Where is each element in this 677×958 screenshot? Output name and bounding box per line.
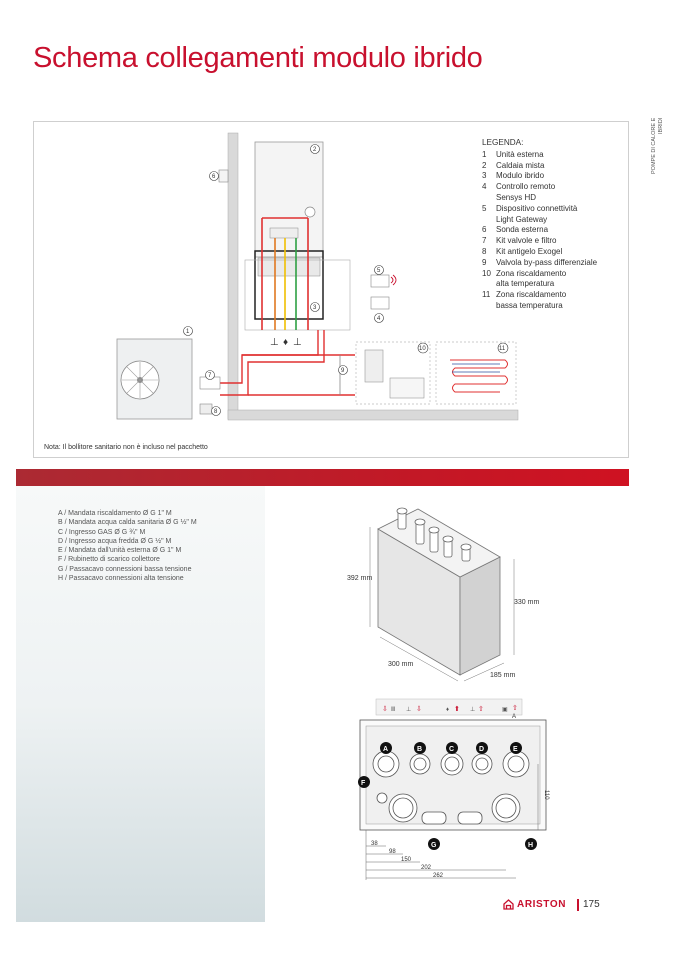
marker-c: C [449, 746, 455, 753]
svg-text:⬆: ⬆ [454, 706, 460, 713]
marker-e: E [513, 746, 518, 753]
svg-text:⇩: ⇩ [382, 706, 388, 713]
connection-item: C / Ingresso GAS Ø G ¾" M [58, 528, 146, 536]
connection-item: A / Mandata riscaldamento Ø G 1" M [58, 510, 172, 517]
dim-front-side: 110 [543, 790, 549, 800]
dim-38: 38 [371, 841, 378, 847]
legend-num [482, 215, 496, 226]
legend-num: 5 [482, 203, 487, 213]
dim-width: 300 mm [388, 661, 414, 668]
dim-depth-side: 330 mm [514, 599, 540, 606]
legend-text: Modulo ibrido [496, 171, 545, 181]
connection-item: H / Passacavo connessioni alta tensione [58, 575, 184, 583]
legend-num [482, 279, 496, 290]
page-number: 175 [583, 899, 600, 910]
legend-text: Kit valvole e filtro [496, 236, 557, 246]
callout-9: 9 [341, 368, 345, 374]
svg-text:⊥: ⊥ [470, 707, 476, 713]
remote-control [371, 297, 389, 309]
side-tab-label: POMPE DI CALORE E IBRIDI [651, 118, 664, 175]
svg-text:⊥: ⊥ [270, 337, 279, 348]
page-title: Schema collegamenti modulo ibrido [33, 42, 483, 74]
connection-item: E / Mandata dall'unità esterna Ø G 1" M [58, 547, 182, 555]
svg-text:▣: ▣ [502, 707, 508, 713]
legend [482, 138, 597, 312]
legend-text: Valvola by-pass differenziale [496, 257, 598, 267]
callout-6: 6 [212, 174, 216, 180]
legend-text: Sonda esterna [496, 225, 549, 235]
callout-8: 8 [214, 409, 218, 415]
marker-h: H [528, 842, 534, 849]
callout-1: 1 [186, 329, 190, 335]
dim-depth: 185 mm [490, 672, 516, 679]
legend-num [482, 301, 496, 312]
svg-text:⇧: ⇧ [478, 706, 484, 713]
legend-num: 8 [482, 246, 487, 256]
callout-7: 7 [208, 373, 212, 379]
dim-202: 202 [421, 865, 432, 871]
wall [228, 133, 238, 419]
connection-item: G / Passacavo connessioni bassa tensione [58, 565, 192, 573]
legend-text: Kit antigelo Exogel [496, 246, 563, 256]
legend-text: Dispositivo connettività [496, 203, 578, 213]
legend-text: Unità esterna [496, 149, 544, 159]
front-view-drawing [348, 696, 558, 886]
legend-text: bassa temperatura [496, 300, 563, 310]
dim-262: 262 [433, 873, 444, 879]
legend-num [482, 193, 496, 204]
svg-text:♦: ♦ [283, 337, 289, 348]
connections-list [58, 509, 197, 583]
legend-num: 6 [482, 225, 487, 235]
legend-num: 4 [482, 182, 487, 192]
legend-text: Zona riscaldamento [496, 290, 567, 300]
dim-height: 392 mm [347, 575, 373, 582]
section-divider-band [16, 469, 629, 486]
brand-house-icon [503, 899, 514, 910]
marker-d: D [479, 746, 485, 753]
connection-item: B / Mandata acqua calda sanitaria Ø G ½" M [58, 519, 197, 527]
footnote: Nota: Il bollitore sanitario non è incluso nel pacchetto [44, 444, 208, 451]
marker-a: A [383, 746, 389, 753]
legend-num: 9 [482, 257, 487, 267]
header-mark-a: A [512, 714, 517, 720]
legend-num: 10 [482, 268, 491, 278]
outdoor-sensor [219, 170, 228, 182]
svg-text:⇧: ⇧ [512, 705, 518, 712]
brand-name: ARISTON [517, 899, 567, 910]
svg-text:⇩: ⇩ [416, 706, 422, 713]
footer-separator [577, 899, 579, 911]
legend-num: 1 [482, 149, 487, 159]
callout-11: 11 [499, 346, 506, 352]
legend-heading: LEGENDA: [482, 138, 524, 147]
marker-b: B [417, 746, 423, 753]
connection-item: F / Rubinetto di scarico collettore [58, 556, 160, 564]
dimension-drawing [340, 497, 540, 687]
gateway-device [371, 275, 389, 287]
marker-g: G [431, 842, 437, 849]
legend-num: 2 [482, 160, 487, 170]
svg-text:Ⅲ: Ⅲ [391, 707, 396, 713]
legend-text: Controllo remoto [496, 182, 556, 192]
svg-text:⊥: ⊥ [293, 337, 302, 348]
callout-2: 2 [313, 147, 317, 153]
callout-4: 4 [377, 316, 381, 322]
callout-5: 5 [377, 268, 381, 274]
connection-item: D / Ingresso acqua fredda Ø G ½" M [58, 537, 172, 545]
dim-98: 98 [389, 849, 396, 855]
legend-num: 11 [482, 290, 491, 300]
callout-10: 10 [419, 346, 426, 352]
legend-num: 7 [482, 236, 487, 246]
legend-text: Zona riscaldamento [496, 268, 567, 278]
svg-text:⊥: ⊥ [406, 707, 412, 713]
svg-text:♦: ♦ [446, 707, 450, 713]
legend-text: alta temperatura [496, 279, 555, 289]
legend-text: Sensys HD [496, 192, 537, 202]
legend-text: Caldaia mista [496, 160, 545, 170]
legend-text: Light Gateway [496, 214, 548, 224]
dim-150: 150 [401, 857, 412, 863]
marker-f: F [361, 780, 366, 787]
brand-logo [503, 899, 566, 910]
floor [228, 410, 518, 420]
callout-3: 3 [313, 305, 317, 311]
boiler-unit [255, 142, 323, 257]
legend-num: 3 [482, 171, 487, 181]
